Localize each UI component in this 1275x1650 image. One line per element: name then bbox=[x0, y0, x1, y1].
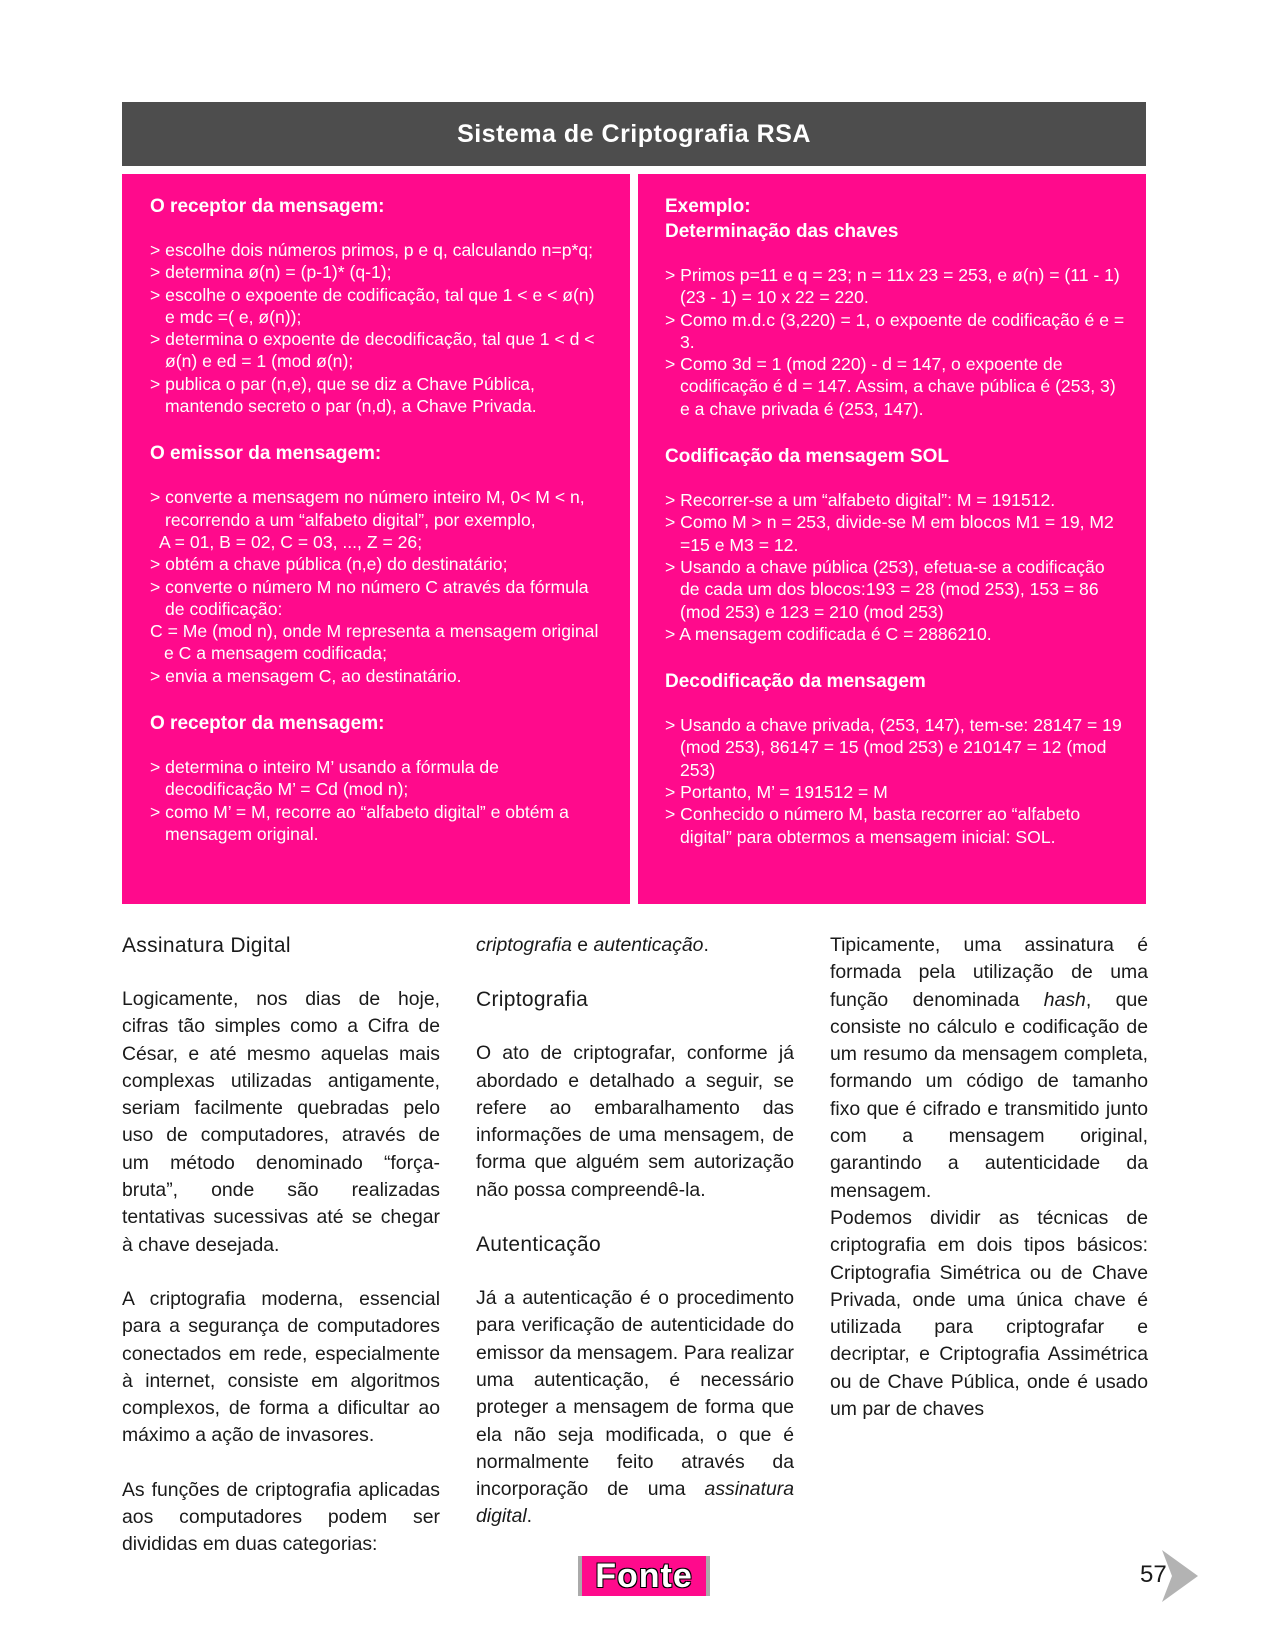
brand-logo: Fonte bbox=[578, 1556, 710, 1596]
chaves-list bbox=[665, 264, 1128, 420]
rsa-right-panel bbox=[638, 174, 1146, 904]
decodificacao-list bbox=[665, 714, 1128, 848]
list-item: > Usando a chave pública (253), efetua-se a codificação de cada um dos blocos:193 = 28 (mod 253), 153 = 86 (mod 253) e 123 = 210 (mod 253) bbox=[665, 556, 1105, 622]
exemplo-label: Exemplo: bbox=[665, 196, 751, 217]
receptor-heading: O receptor da mensagem: bbox=[150, 196, 385, 217]
page-number: 57 bbox=[1140, 1561, 1167, 1588]
term-autenticacao: autenticação bbox=[593, 934, 704, 956]
list-item: > determina o inteiro M’ usando a fórmula de decodificação M’ = Cd (mod n); bbox=[150, 757, 499, 800]
paragraph: O ato de criptografar, conforme já abordado e detalhado a seguir, se refere ao embaralhamento das informações de uma mensagem, de forma que alguém sem autorização não possa compreendê-la. bbox=[476, 1042, 794, 1201]
paragraph bbox=[122, 1477, 440, 1559]
receptor2-list bbox=[150, 756, 604, 845]
page-arrow-icon bbox=[1162, 1550, 1198, 1602]
paragraph-text: Já a autenticação é o procedimento para verificação de autenticidade do emissor da mensagem. Para realizar uma autenticação, é necessário proteger a mensagem de forma que ela não seja modificada, o que é normalmente feito através da incorporação de uma bbox=[476, 1287, 794, 1501]
period: . bbox=[526, 1505, 533, 1528]
rsa-left-panel bbox=[122, 174, 630, 904]
exemplo-heading-group bbox=[665, 194, 1128, 244]
list-item: A = 01, B = 02, C = 03, ..., Z = 26; bbox=[159, 531, 423, 552]
list-item: > como M’ = M, recorre ao “alfabeto digital” e obtém a mensagem original. bbox=[150, 801, 569, 844]
term-criptografia: criptografia bbox=[476, 934, 572, 956]
term-assinatura-digital: assinatura digital bbox=[476, 1478, 794, 1528]
list-item: > Como M > n = 253, divide-se M em blocos M1 = 19, M2 =15 e M3 = 12. bbox=[665, 512, 1114, 555]
list-item: > converte a mensagem no número inteiro M, 0< M < n, recorrendo a um “alfabeto digital”, por exemplo, bbox=[150, 487, 585, 530]
paragraph bbox=[476, 1285, 794, 1531]
paragraph-text: Tipicamente, uma assinatura é formada pela utilização de uma função denominada bbox=[830, 934, 1148, 1011]
codificacao-list bbox=[665, 489, 1128, 645]
list-item: > Usando a chave privada, (253, 147), tem-se: 28147 = 19 (mod 253), 86147 = 15 (mod 253) e 210147 = 12 (mod 253) bbox=[665, 715, 1122, 780]
list-item: > determina ø(n) = (p-1)* (q-1); bbox=[150, 262, 392, 283]
list-item: C = Me (mod n), onde M representa a mensagem original e C a mensagem codificada; bbox=[150, 621, 599, 664]
list-item: > A mensagem codificada é C = 2886210. bbox=[665, 623, 992, 644]
list-item: > Como m.d.c (3,220) = 1, o expoente de codificação é e = 3. bbox=[665, 309, 1125, 352]
paragraph-text: , que consiste no cálculo e codificação de um resumo da mensagem completa, formando um código de tamanho fixo que é cifrado e transmitido junto com a mensagem original, garantindo a autenticidade da mensagem. bbox=[830, 988, 1149, 1202]
paragraph bbox=[476, 932, 794, 959]
emissor-list bbox=[150, 486, 604, 687]
article-column-1 bbox=[122, 932, 440, 1559]
paragraph: A criptografia moderna, essencial para a segurança de computadores conectados em rede, especialmente à internet, consiste em algoritmos complexos, de forma a dificultar ao máximo a ação de invasores. bbox=[122, 1287, 440, 1447]
term-hash: hash bbox=[1043, 988, 1086, 1011]
list-item: > determina o expoente de decodificação, tal que 1 < d < ø(n) e ed = 1 (mod ø(n); bbox=[150, 329, 595, 372]
receptor2-heading: O receptor da mensagem: bbox=[150, 713, 385, 735]
list-item: > converte o número M no número C através da fórmula de codificação: bbox=[150, 576, 589, 619]
paragraph-text: As funções de criptografia aplicadas aos computadores podem ser divididas em duas categorias: bbox=[122, 1478, 440, 1556]
receptor-list bbox=[150, 239, 604, 417]
chaves-heading: Determinação das chaves bbox=[665, 221, 899, 242]
article-column-3 bbox=[830, 932, 1148, 1423]
list-item: > obtém a chave pública (n,e) do destinatário; bbox=[150, 554, 508, 575]
list-item: > escolhe dois números primos, p e q, calculando n=p*q; bbox=[150, 240, 594, 260]
page-title: Sistema de Criptografia RSA bbox=[122, 102, 1146, 166]
article-column-2 bbox=[476, 932, 794, 1531]
autenticacao-heading: Autenticação bbox=[476, 1233, 602, 1257]
assinatura-heading: Assinatura Digital bbox=[122, 934, 291, 957]
list-item: > envia a mensagem C, ao destinatário. bbox=[150, 665, 462, 686]
list-item: > Como 3d = 1 (mod 220) - d = 147, o expoente de codificação é d = 147. Assim, a chave pública é (253, 3) e a chave privada é (253, 147). bbox=[665, 354, 1116, 419]
paragraph: Podemos dividir as técnicas de criptografia em dois tipos básicos: Criptografia Simétrica ou de Chave Privada, onde uma única chave é utilizada para criptografar e decriptar, e Criptografia Assimétrica ou de Chave Pública, onde é usado um par de chaves bbox=[830, 1206, 1148, 1421]
decodificacao-heading: Decodificação da mensagem bbox=[665, 671, 926, 693]
conjunction: e bbox=[571, 934, 594, 956]
list-item: > publica o par (n,e), que se diz a Chave Pública, mantendo secreto o par (n,d), a Chave Privada. bbox=[150, 373, 537, 417]
codificacao-heading: Codificação da mensagem SOL bbox=[665, 446, 950, 468]
period: . bbox=[703, 934, 709, 956]
emissor-heading: O emissor da mensagem: bbox=[150, 443, 382, 465]
paragraph: Logicamente, nos dias de hoje, cifras tão simples como a Cifra de César, e até mesmo aquelas mais complexas utilizadas antigamente, seriam facilmente quebradas pelo uso de computadores, através de um método denominado “força-bruta”, onde são realizadas tentativas sucessivas até se chegar à chave desejada. bbox=[122, 988, 440, 1256]
list-item: > Recorrer-se a um “alfabeto digital”: M = 191512. bbox=[665, 490, 1056, 511]
list-item: > Conhecido o número M, basta recorrer ao “alfabeto digital” para obtermos a mensagem inicial: SOL. bbox=[665, 804, 1081, 847]
criptografia-heading: Criptografia bbox=[476, 988, 589, 1012]
list-item: > Portanto, M’ = 191512 = M bbox=[665, 782, 888, 803]
list-item: > Primos p=11 e q = 23; n = 11x 23 = 253, e ø(n) = (11 - 1)(23 - 1) = 10 x 22 = 220. bbox=[665, 265, 1120, 308]
list-item: > escolhe o expoente de codificação, tal que 1 < e < ø(n) e mdc =( e, ø(n)); bbox=[150, 284, 595, 327]
paragraph bbox=[830, 932, 1148, 1205]
